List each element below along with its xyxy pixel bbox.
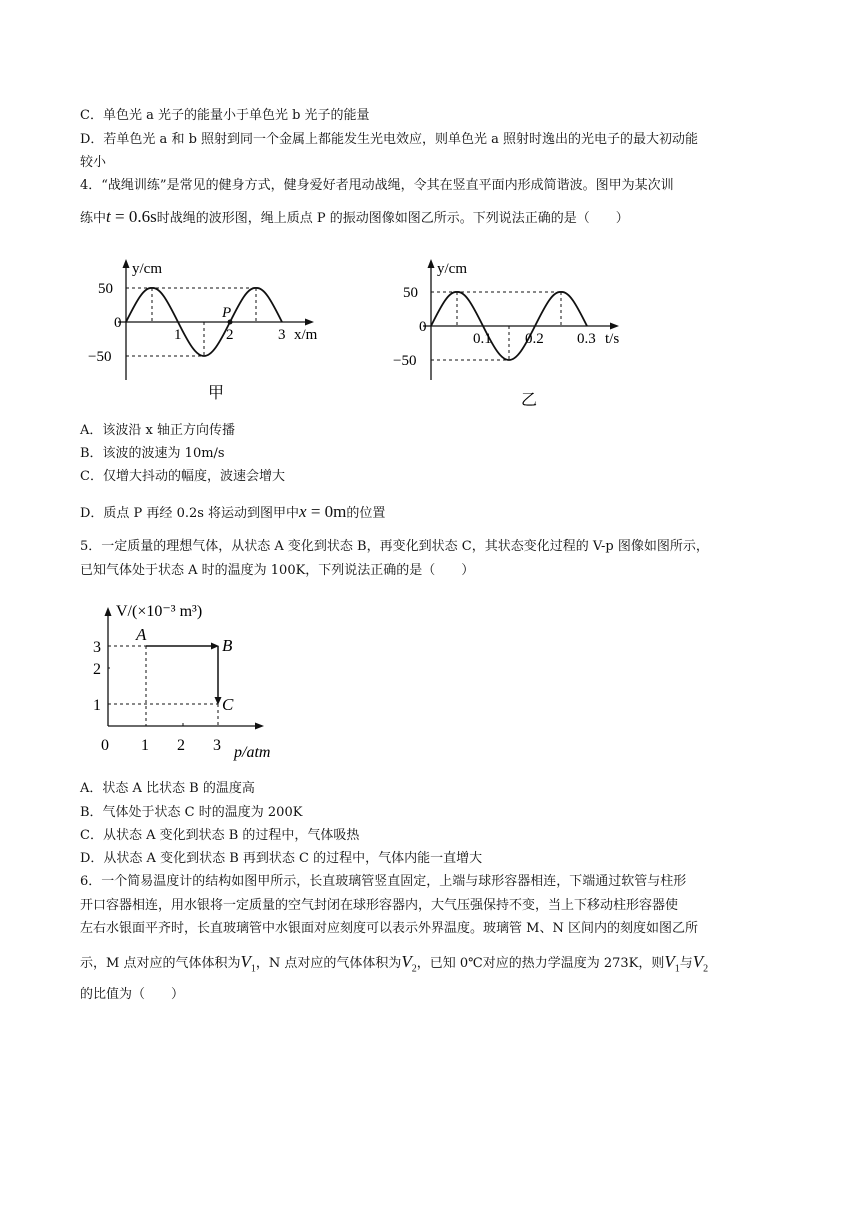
q6-line4 [80,952,708,979]
yi-xtick-1: 0.1 [473,331,492,347]
jia-xtick-3: 3 [278,327,286,343]
q5-stem-line2: 已知气体处于状态 A 时的温度为 100K，下列说法正确的是（ ） [80,563,475,578]
v1-symbol-1 [240,952,256,975]
state-c-label: C [222,695,234,714]
q4-stem-line2 [80,207,629,229]
q4-option-b: B．该波的波速为 10m/s [80,446,225,461]
q5-ylabel: V/(×10⁻³ m³) [116,603,203,620]
q5-ytick-3: 3 [93,639,101,656]
q3-option-d-line2: 较小 [80,155,107,170]
q4-stem-line1: 4．“战绳训练”是常见的健身方式，健身爱好者甩动战绳，令其在竖直平面内形成简谐波。图甲为某次训 [80,178,674,193]
yi-caption: 乙 [521,392,538,409]
state-a-label: A [136,625,147,644]
jia-ylabel: y/cm [132,261,162,277]
q4-option-d-text-2: 的位置 [346,506,386,521]
time-variable: t [106,207,111,226]
yi-ytick-bottom: −50 [393,353,417,369]
q5-vp-graph [86,598,286,768]
q5-xlabel: p/atm [234,744,271,761]
time-value: = 0.6s [110,207,157,226]
q6-text-c: ，已知 0℃对应的热力学温度为 273K，则 [416,956,665,971]
q5-option-a: A．状态 A 比状态 B 的温度高 [80,781,255,796]
q3-option-d-line1: D．若单色光 a 和 b 照射到同一个金属上都能发生光电效应，则单色光 a 照射时逸出的光电子的最大初动能 [80,132,699,147]
v-subscript: 2 [703,963,709,975]
v-letter: V [664,952,675,971]
jia-point-p-label: P [222,305,232,321]
q5-xtick-3: 3 [213,737,221,754]
jia-xlabel: x/m [294,327,318,343]
v1-symbol-2 [664,952,680,975]
q5-xtick-2: 2 [177,737,185,754]
jia-ytick-bottom: −50 [88,349,112,365]
x-value: = 0m [306,502,347,521]
v2-symbol-1 [401,952,417,975]
q4-vibration-graph-yi [393,255,655,415]
q6-text-b: ，N 点对应的气体体积为 [255,956,402,971]
q5-option-c: C．从状态 A 变化到状态 B 的过程中，气体吸热 [80,828,360,843]
jia-xtick-2: 2 [226,327,234,343]
q5-option-b: B．气体处于状态 C 时的温度为 200K [80,805,303,820]
q4-option-c: C．仅增大抖动的幅度，波速会增大 [80,469,285,484]
q6-line1: 6．一个简易温度计的结构如图甲所示，长直玻璃管竖直固定，上端与球形容器相连，下端通过软管与柱形 [80,874,687,889]
v-subscript: 1 [674,963,680,975]
yi-ylabel: y/cm [437,261,467,277]
q4-stem-text-2: 时战绳的波形图，绳上质点 P 的振动图像如图乙所示。下列说法正确的是（ ） [156,211,629,226]
q6-line3: 左右水银面平齐时，长直玻璃管中水银面对应刻度可以表示外界温度。玻璃管 M、N 区间内的刻度如图乙所 [80,921,698,936]
bc-arrowhead [215,697,222,705]
q4-option-d-expression [299,502,346,521]
v2-symbol-2 [692,952,709,975]
q4-option-d-text: D．质点 P 再经 0.2s 将运动到图甲中 [80,506,300,521]
q5-origin: 0 [101,737,109,754]
q6-text-d: 与 [679,956,693,971]
q5-option-d: D．从状态 A 变化到状态 B 再到状态 C 的过程中，气体内能一直增大 [80,851,483,866]
jia-ytick-top: 50 [98,281,113,297]
q5-xtick-1: 1 [141,737,149,754]
yi-xtick-2: 0.2 [525,331,544,347]
q4-option-a: A．该波沿 x 轴正方向传播 [80,423,235,438]
v-letter: V [240,952,251,971]
q5-ytick-2: 2 [93,661,101,678]
yi-xtick-3: 0.3 [577,331,596,347]
q4-stem-text: 练中 [80,211,107,226]
v-subscript: 2 [411,963,417,975]
q4-wave-graph-jia [88,255,350,415]
v-letter: V [692,952,704,971]
jia-xtick-1: 1 [174,327,182,343]
yi-xlabel: t/s [605,331,620,347]
q5-ytick-1: 1 [93,697,101,714]
x-variable: x [299,502,307,521]
q6-line5: 的比值为（ ） [80,987,185,1002]
q4-time-expression [106,207,157,226]
q6-line2: 开口容器相连，用水银将一定质量的空气封闭在球形容器内，大气压强保持不变，当上下移动柱形容器使 [80,898,679,913]
jia-origin: 0 [114,315,122,331]
yi-origin: 0 [419,319,427,335]
q5-stem-line1: 5．一定质量的理想气体，从状态 A 变化到状态 B，再变化到状态 C，其状态变化过程的 V-p 图像如图所示， [80,539,709,554]
q6-text-a: 示，M 点对应的气体体积为 [80,956,241,971]
jia-caption: 甲 [208,385,225,402]
v-subscript: 1 [250,963,256,975]
state-b-label: B [222,636,233,655]
q4-option-d [80,502,385,524]
v-letter: V [401,952,412,971]
q3-option-c: C．单色光 a 光子的能量小于单色光 b 光子的能量 [80,108,370,123]
yi-ytick-top: 50 [403,285,418,301]
